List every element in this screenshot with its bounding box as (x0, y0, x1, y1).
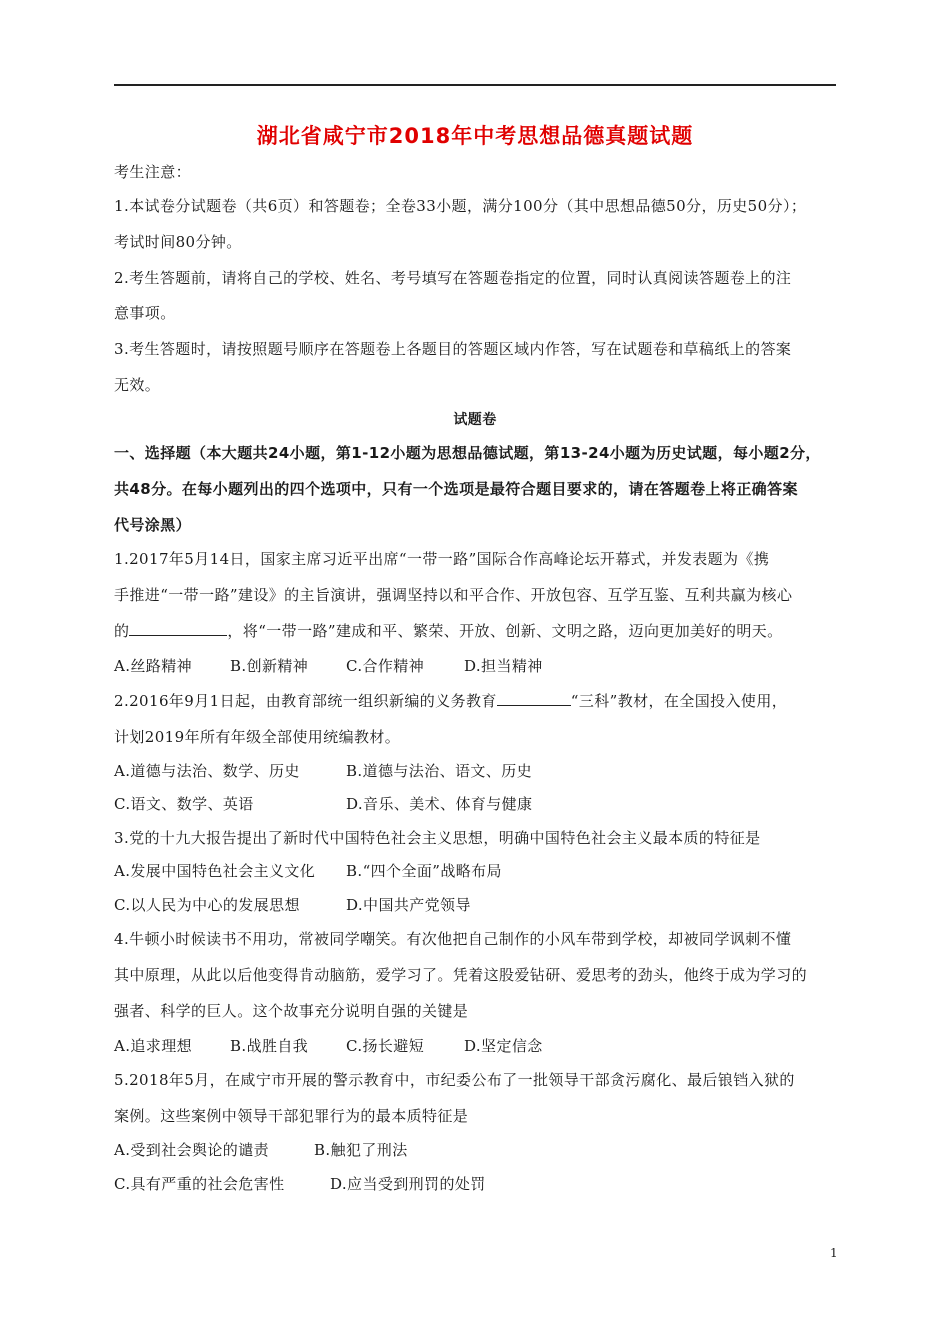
notice-line-4: 意事项。 (114, 304, 176, 322)
q5-options-row-1 (114, 1140, 408, 1160)
page-number: 1 (830, 1246, 838, 1260)
q5-option-b: B.触犯了刑法 (314, 1141, 408, 1159)
q3-option-d: D.中国共产党领导 (346, 896, 471, 914)
part-instruction-line-3: 代号涂黑） (114, 516, 192, 534)
q2-line-1-start: 2.2016年9月1日起，由教育部统一组织新编的义务教育 (114, 692, 497, 710)
q2-line-2: 计划2019年所有年级全部使用统编教材。 (114, 728, 401, 746)
q2-options-row-1 (114, 761, 532, 781)
q4-option-d: D.坚定信念 (464, 1037, 543, 1055)
notice-heading: 考生注意： (114, 163, 192, 181)
q1-option-b: B.创新精神 (230, 657, 309, 675)
q3-option-b: B.“四个全面”战略布局 (346, 862, 502, 880)
document-title: 湖北省咸宁市2018年中考思想品德真题试题 (256, 124, 694, 148)
q3-option-c: C.以人民为中心的发展思想 (114, 896, 300, 914)
q2-line-1-end: “三科”教材，在全国投入使用， (570, 692, 788, 710)
q2-option-b: B.道德与法治、语文、历史 (346, 762, 532, 780)
q2-options-row-2 (114, 794, 532, 814)
q4-option-b: B.战胜自我 (230, 1037, 309, 1055)
q1-line-2: 手推进“一带一路”建设》的主旨演讲，强调坚持以和平合作、开放包容、互学互鉴、互利共赢为核心 (114, 586, 793, 604)
q2-option-c: C.语文、数学、英语 (114, 795, 254, 813)
part-instruction-line-2: 共48分。在每小题列出的四个选项中，只有一个选项是最符合题目要求的，请在答题卷上将正确答案 (114, 480, 798, 498)
q1-options (114, 656, 543, 676)
q4-line-1: 4.牛顿小时候读书不用功，常被同学嘲笑。有次他把自己制作的小风车带到学校，却被同学讽刺不懂 (114, 930, 792, 948)
q1-line-3-start: 的 (114, 622, 130, 640)
q1-line-1: 1.2017年5月14日，国家主席习近平出席“一带一路”国际合作高峰论坛开幕式，并发表题为《携 (114, 550, 770, 568)
q4-line-2: 其中原理，从此以后他变得肯动脑筋，爱学习了。凭着这股爱钻研、爱思考的劲头，他终于成为学习的 (114, 966, 808, 984)
q1-option-d: D.担当精神 (464, 657, 543, 675)
q1-option-a: A.丝路精神 (114, 657, 193, 675)
q3-option-a: A.发展中国特色社会主义文化 (114, 862, 316, 880)
q2-line-1 (114, 691, 787, 711)
notice-line-3: 2.考生答题前，请将自己的学校、姓名、考号填写在答题卷指定的位置，同时认真阅读答题卷上的注 (114, 269, 792, 287)
q3-options-row-1 (114, 861, 502, 881)
q2-option-d: D.音乐、美术、体育与健康 (346, 795, 533, 813)
q4-option-a: A.追求理想 (114, 1037, 193, 1055)
q3-line-1: 3.党的十九大报告提出了新时代中国特色社会主义思想，明确中国特色社会主义最本质的特征是 (114, 829, 761, 847)
q2-answer-blank (497, 691, 571, 706)
q5-option-a: A.受到社会舆论的谴责 (114, 1141, 270, 1159)
q3-options-row-2 (114, 895, 471, 915)
notice-line-5: 3.考生答题时，请按照题号顺序在答题卷上各题目的答题区域内作答，写在试题卷和草稿纸上的答案 (114, 340, 792, 358)
part-instruction-line-1: 一、选择题（本大题共24小题，第1-12小题为思想品德试题，第13-24小题为历史试题，每小题2分， (114, 444, 821, 462)
notice-line-6: 无效。 (114, 376, 161, 394)
q1-option-c: C.合作精神 (346, 657, 425, 675)
q5-option-c: C.具有严重的社会危害性 (114, 1175, 285, 1193)
notice-line-1: 1.本试卷分试题卷（共6页）和答题卷；全卷33小题，满分100分（其中思想品德50分，历史50分）； (114, 197, 807, 215)
q5-line-2: 案例。这些案例中领导干部犯罪行为的最本质特征是 (114, 1107, 469, 1125)
q2-option-a: A.道德与法治、数学、历史 (114, 762, 300, 780)
q1-line-3-end: ，将“一带一路”建成和平、繁荣、开放、创新、文明之路，迈向更加美好的明天。 (227, 622, 783, 640)
notice-line-2: 考试时间80分钟。 (114, 233, 242, 251)
q1-line-3 (114, 621, 783, 641)
header-rule (114, 84, 836, 86)
q5-options-row-2 (114, 1174, 486, 1194)
q4-option-c: C.扬长避短 (346, 1037, 425, 1055)
q1-answer-blank (129, 621, 227, 636)
q5-option-d: D.应当受到刑罚的处罚 (330, 1175, 486, 1193)
q4-line-3: 强者、科学的巨人。这个故事充分说明自强的关键是 (114, 1002, 469, 1020)
q5-line-1: 5.2018年5月，在咸宁市开展的警示教育中，市纪委公布了一批领导干部贪污腐化、最后锒铛入狱的 (114, 1071, 795, 1089)
q4-options (114, 1036, 543, 1056)
section-title: 试题卷 (453, 412, 497, 428)
